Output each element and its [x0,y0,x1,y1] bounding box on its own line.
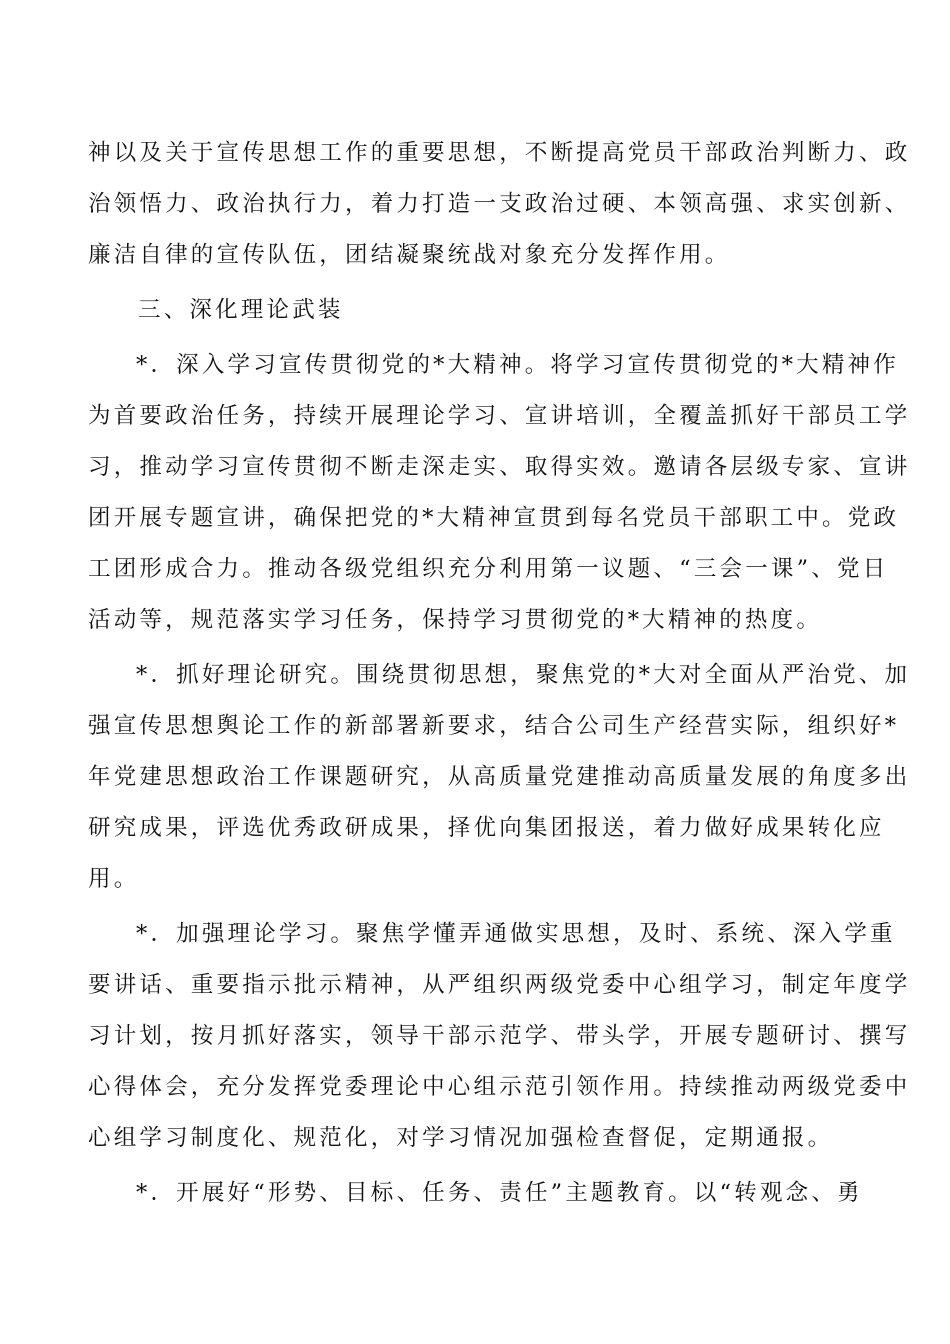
text-line: 要讲话、重要指示批示精神，从严组织两级党委中心组学习，制定年度学 [88,972,911,998]
text-line: 神以及关于宣传思想工作的重要思想，不断提高党员干部政治判断力、政 [88,140,911,166]
paragraph-item-3 [88,909,911,1164]
text-line: 习，推动学习宣传贯彻不断走深走实、取得实效。邀请各层级专家、宣讲 [88,454,911,480]
text-line: *．开展好“形势、目标、任务、责任”主题教育。以“转观念、勇 [136,1180,863,1206]
paragraph-intro-continuation [88,128,911,281]
text-line: 治领悟力、政治执行力，着力打造一支政治过硬、本领高强、求实创新、 [88,191,911,217]
text-line: 为首要政治任务，持续开展理论学习、宣讲培训，全覆盖抓好干部员工学 [88,403,911,429]
text-line: 心得体会，充分发挥党委理论中心组示范引领作用。持续推动两级党委中 [88,1074,911,1100]
text-line: 团开展专题宣讲，确保把党的*大精神宣贯到每名党员干部职工中。党政 [88,505,900,531]
text-line: 研究成果，评选优秀政研成果，择优向集团报送，着力做好成果转化应 [88,815,885,841]
text-line: 年党建思想政治工作课题研究，从高质量党建推动高质量发展的角度多出 [88,764,911,790]
text-line: *．加强理论学习。聚焦学懂弄通做实思想，及时、系统、深入学重 [136,921,896,947]
text-line: 活动等，规范落实学习任务，保持学习贯彻党的*大精神的热度。 [88,607,823,633]
text-line: 习计划，按月抓好落实，领导干部示范学、带头学，开展专题研讨、撰写 [88,1023,911,1049]
text-line: *．深入学习宣传贯彻党的*大精神。将学习宣传贯彻党的*大精神作 [136,352,899,378]
paragraph-item-1 [88,340,911,646]
text-line: 廉洁自律的宣传队伍，团结凝聚统战对象充分发挥作用。 [88,242,731,268]
text-line: 强宣传思想舆论工作的新部署新要求，结合公司生产经营实际，组织好* [88,713,900,739]
section-heading [88,285,860,336]
document-body [88,128,911,1219]
text-line: 用。 [88,866,140,892]
paragraph-item-4 [88,1168,863,1219]
paragraph-item-2 [88,650,911,905]
section-heading-text: 三、深化理论武装 [138,297,344,323]
text-line: 工团形成合力。推动各级党组织充分利用第一议题、“三会一课”、党日 [88,556,889,582]
text-line: 心组学习制度化、规范化，对学习情况加强检查督促，定期通报。 [88,1125,834,1151]
text-line: *．抓好理论研究。围绕贯彻思想，聚焦党的*大对全面从严治党、加 [136,662,911,688]
